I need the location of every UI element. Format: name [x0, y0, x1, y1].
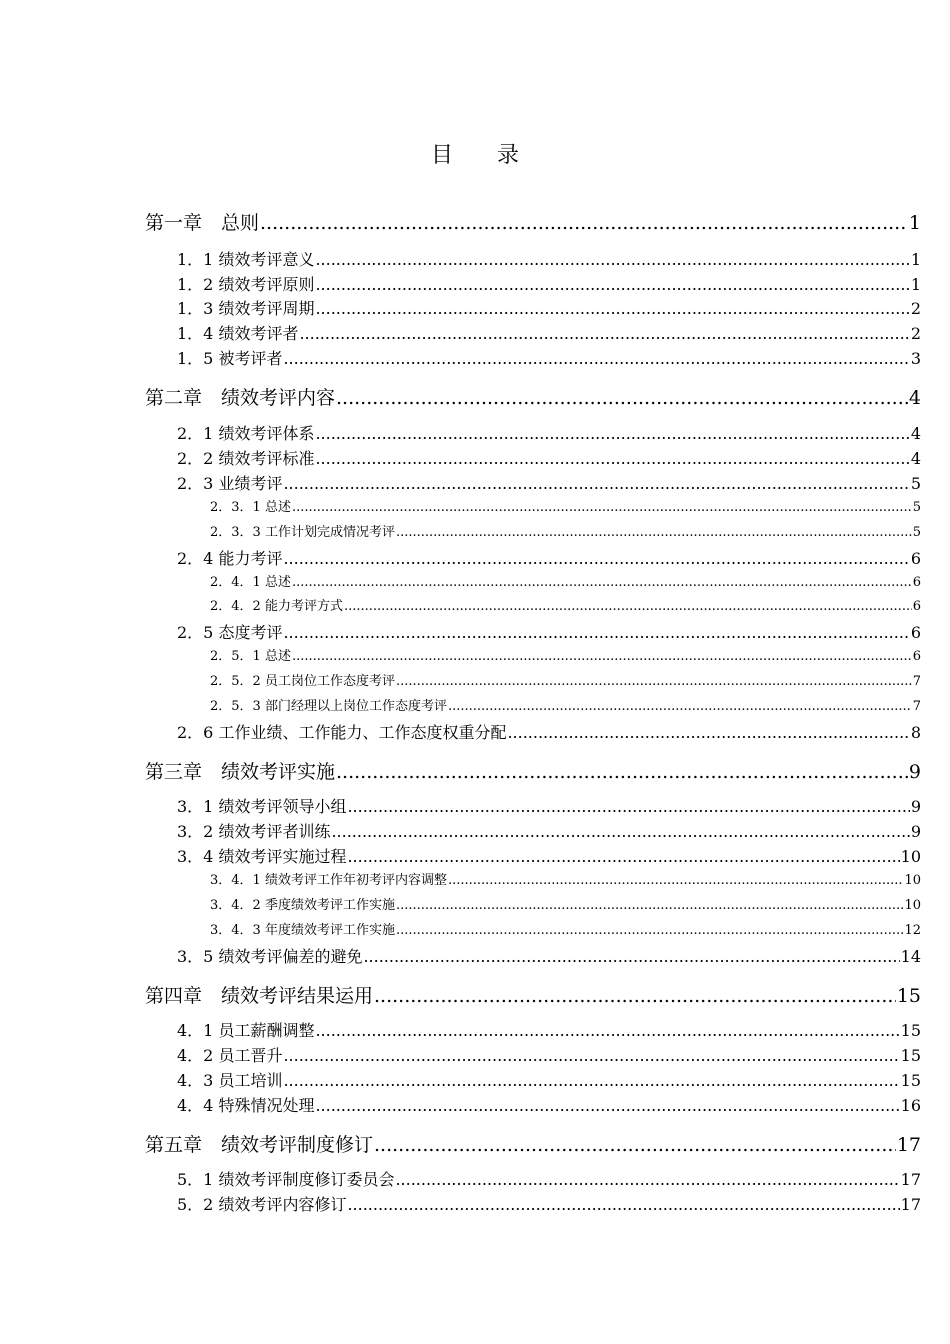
toc-entry-page-number: 6 [912, 649, 921, 664]
toc-entry-label: 2．4．1 总述 [210, 575, 291, 590]
toc-entry-label: 3．4 绩效考评实施过程 [177, 847, 347, 866]
toc-entry-label: 2．5．1 总述 [210, 649, 291, 664]
toc-entry-label: 第一章 总则 [145, 212, 260, 234]
toc-dot-leader [396, 897, 904, 915]
toc-dot-leader [315, 449, 909, 469]
toc-dot-leader [347, 847, 899, 867]
toc-entry-label: 2．5．3 部门经理以上岗位工作态度考评 [210, 699, 447, 714]
toc-entry-label: 2．1 绩效考评体系 [177, 424, 315, 443]
toc-entry-page-number: 10 [904, 873, 921, 888]
toc-entry-page-number: 1 [908, 212, 921, 234]
toc-entry-page-number: 6 [910, 623, 921, 642]
toc-entry-page-number: 6 [912, 575, 921, 590]
toc-entry-page-number: 15 [896, 985, 921, 1007]
toc-entry-level-1[interactable] [145, 760, 921, 784]
toc-entry-label: 3．4．3 年度绩效考评工作实施 [210, 923, 395, 938]
toc-entry-label: 1．4 绩效考评者 [177, 324, 299, 343]
toc-entry-level-3[interactable] [210, 673, 921, 691]
toc-entry-level-2[interactable] [177, 822, 921, 842]
toc-entry-page-number: 2 [910, 299, 921, 318]
toc-entry-level-2[interactable] [177, 474, 921, 494]
toc-dot-leader [283, 1071, 899, 1091]
toc-entry-page-number: 4 [910, 449, 921, 468]
toc-dot-leader [283, 549, 909, 569]
toc-entry-page-number: 1 [910, 250, 921, 269]
toc-dot-leader [315, 1096, 899, 1116]
toc-entry-level-2[interactable] [177, 1021, 921, 1041]
toc-entry-page-number: 15 [900, 1046, 921, 1065]
toc-entry-page-number: 9 [908, 761, 921, 783]
toc-entry-label: 2．5．2 员工岗位工作态度考评 [210, 674, 395, 689]
toc-dot-leader [283, 474, 909, 494]
toc-entry-page-number: 8 [910, 723, 921, 742]
toc-entry-level-3[interactable] [210, 897, 921, 915]
toc-dot-leader [347, 1195, 899, 1215]
toc-entry-level-2[interactable] [177, 1170, 921, 1190]
toc-entry-level-2[interactable] [177, 623, 921, 643]
toc-entry-level-2[interactable] [177, 797, 921, 817]
toc-dot-leader [315, 1021, 899, 1041]
toc-entry-level-2[interactable] [177, 449, 921, 469]
toc-dot-leader [315, 250, 909, 270]
toc-dot-leader [315, 424, 909, 444]
toc-dot-leader [363, 947, 899, 967]
toc-entry-page-number: 17 [896, 1134, 921, 1156]
toc-entry-page-number: 4 [910, 424, 921, 443]
toc-dot-leader [347, 797, 909, 817]
toc-dot-leader [292, 499, 912, 517]
toc-entry-label: 2．4 能力考评 [177, 549, 283, 568]
toc-entry-level-3[interactable] [210, 524, 921, 542]
toc-entry-label: 5．1 绩效考评制度修订委员会 [177, 1170, 395, 1189]
toc-dot-leader [448, 872, 904, 890]
toc-entry-page-number: 17 [900, 1195, 921, 1214]
toc-entry-level-1[interactable] [145, 211, 921, 235]
toc-entry-page-number: 4 [908, 387, 921, 409]
toc-entry-level-2[interactable] [177, 324, 921, 344]
toc-entry-label: 3．5 绩效考评偏差的避免 [177, 947, 363, 966]
toc-dot-leader [299, 324, 909, 344]
toc-entry-label: 2．3 业绩考评 [177, 474, 283, 493]
toc-entry-level-2[interactable] [177, 1071, 921, 1091]
toc-entry-level-2[interactable] [177, 847, 921, 867]
toc-entry-page-number: 12 [904, 923, 921, 938]
toc-entry-page-number: 5 [912, 500, 921, 515]
toc-entry-level-3[interactable] [210, 648, 921, 666]
toc-entry-page-number: 6 [912, 599, 921, 614]
toc-entry-level-3[interactable] [210, 598, 921, 616]
toc-entry-level-2[interactable] [177, 1096, 921, 1116]
toc-entry-level-1[interactable] [145, 386, 921, 410]
toc-entry-level-3[interactable] [210, 698, 921, 716]
toc-entry-label: 2．6 工作业绩、工作能力、工作态度权重分配 [177, 723, 507, 742]
toc-dot-leader [374, 984, 896, 1008]
toc-entry-label: 3．4．2 季度绩效考评工作实施 [210, 898, 395, 913]
toc-dot-leader [331, 822, 909, 842]
toc-entry-label: 2．5 态度考评 [177, 623, 283, 642]
toc-entry-label: 4．1 员工薪酬调整 [177, 1021, 315, 1040]
toc-entry-page-number: 1 [910, 275, 921, 294]
toc-dot-leader [395, 1170, 899, 1190]
toc-entry-label: 第二章 绩效考评内容 [145, 387, 336, 409]
toc-entry-label: 4．2 员工晋升 [177, 1046, 283, 1065]
toc-title: 目 录 [430, 143, 519, 168]
toc-entry-label: 2．3．3 工作计划完成情况考评 [210, 525, 395, 540]
toc-entry-label: 4．3 员工培训 [177, 1071, 283, 1090]
toc-entry-level-2[interactable] [177, 275, 921, 295]
toc-entry-label: 1．3 绩效考评周期 [177, 299, 315, 318]
toc-entry-page-number: 14 [900, 947, 921, 966]
toc-entry-label: 第五章 绩效考评制度修订 [145, 1134, 374, 1156]
toc-dot-leader [396, 922, 904, 940]
toc-entry-level-2[interactable] [177, 1046, 921, 1066]
toc-entry-level-2[interactable] [177, 549, 921, 569]
toc-dot-leader [292, 574, 912, 592]
toc-entry-level-3[interactable] [210, 872, 921, 890]
toc-dot-leader [507, 723, 909, 743]
toc-dot-leader [283, 349, 909, 369]
toc-entry-label: 2．2 绩效考评标准 [177, 449, 315, 468]
toc-entry-label: 2．4．2 能力考评方式 [210, 599, 343, 614]
toc-dot-leader [448, 698, 912, 716]
toc-dot-leader [315, 275, 909, 295]
toc-entry-page-number: 7 [912, 699, 921, 714]
toc-entry-label: 2．3．1 总述 [210, 500, 291, 515]
toc-entry-page-number: 15 [900, 1071, 921, 1090]
toc-entry-label: 4．4 特殊情况处理 [177, 1096, 315, 1115]
toc-entry-page-number: 9 [910, 822, 921, 841]
toc-entry-level-1[interactable] [145, 1133, 921, 1157]
toc-dot-leader [292, 648, 912, 666]
toc-entry-level-2[interactable] [177, 424, 921, 444]
toc-dot-leader [374, 1133, 896, 1157]
toc-entry-level-1[interactable] [145, 984, 921, 1008]
toc-entry-label: 3．2 绩效考评者训练 [177, 822, 331, 841]
toc-entry-page-number: 5 [912, 525, 921, 540]
toc-dot-leader [396, 673, 912, 691]
toc-entry-level-2[interactable] [177, 349, 921, 369]
toc-dot-leader [344, 598, 912, 616]
toc-entry-label: 第三章 绩效考评实施 [145, 761, 336, 783]
toc-entry-page-number: 5 [910, 474, 921, 493]
toc-entry-level-2[interactable] [177, 723, 921, 743]
toc-entry-level-2[interactable] [177, 1195, 921, 1215]
toc-entry-label: 1．5 被考评者 [177, 349, 283, 368]
toc-entry-label: 1．1 绩效考评意义 [177, 250, 315, 269]
toc-dot-leader [336, 386, 908, 410]
toc-entry-page-number: 6 [910, 549, 921, 568]
toc-entry-level-3[interactable] [210, 499, 921, 517]
toc-entry-label: 3．4．1 绩效考评工作年初考评内容调整 [210, 873, 447, 888]
toc-entry-level-3[interactable] [210, 922, 921, 940]
toc-dot-leader [315, 299, 909, 319]
toc-entry-page-number: 17 [900, 1170, 921, 1189]
toc-entry-page-number: 9 [910, 797, 921, 816]
toc-entry-page-number: 3 [910, 349, 921, 368]
toc-entry-page-number: 15 [900, 1021, 921, 1040]
toc-entry-level-3[interactable] [210, 574, 921, 592]
toc-entry-page-number: 7 [912, 674, 921, 689]
toc-entry-level-2[interactable] [177, 947, 921, 967]
toc-entry-page-number: 10 [900, 847, 921, 866]
toc-dot-leader [396, 524, 912, 542]
toc-entry-level-2[interactable] [177, 299, 921, 319]
toc-dot-leader [283, 623, 909, 643]
toc-dot-leader [336, 760, 908, 784]
toc-entry-level-2[interactable] [177, 250, 921, 270]
toc-entry-page-number: 16 [900, 1096, 921, 1115]
toc-entry-label: 1．2 绩效考评原则 [177, 275, 315, 294]
toc-entry-label: 第四章 绩效考评结果运用 [145, 985, 374, 1007]
toc-entry-page-number: 10 [904, 898, 921, 913]
toc-entry-label: 5．2 绩效考评内容修订 [177, 1195, 347, 1214]
toc-entry-page-number: 2 [910, 324, 921, 343]
toc-dot-leader [283, 1046, 899, 1066]
toc-entry-label: 3．1 绩效考评领导小组 [177, 797, 347, 816]
toc-dot-leader [260, 211, 908, 235]
